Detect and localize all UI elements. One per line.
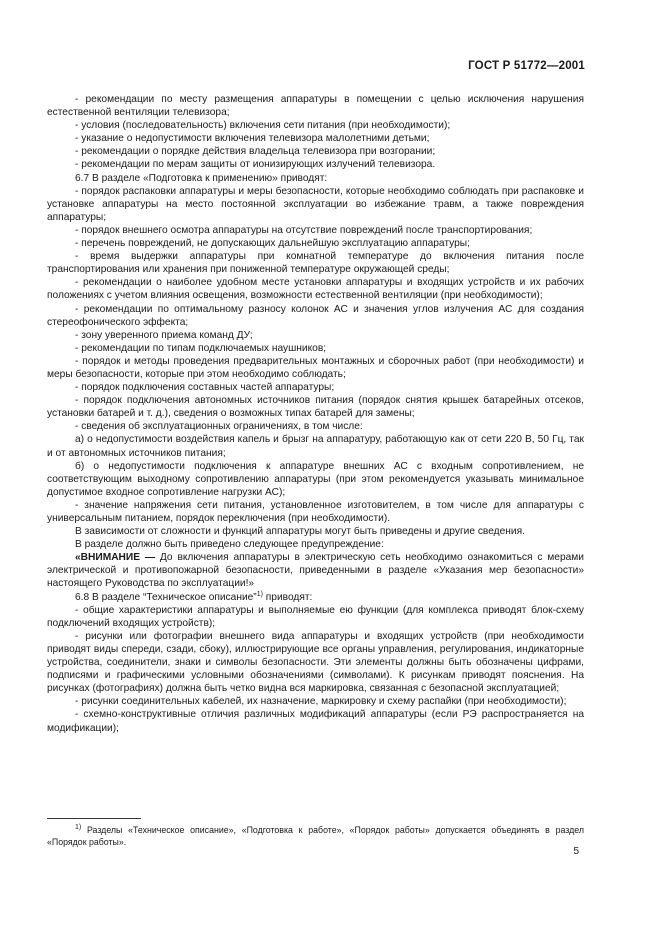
paragraph: б) о недопустимости подключения к аппаратуре внешних АС с входным сопротивлением, не соответствующим выходному сопротивлению аппаратуры (при этом рекомендуется указывать минимальное допустимое входное сопротивление нагрузки АС); [47,460,584,498]
paragraph: - порядок распаковки аппаратуры и меры безопасности, которые необходимо соблюдать при распаковке и установке аппаратуры на место постоянной эксплуатации во избежание травм, а также повреждения аппаратуры; [47,185,584,223]
paragraph: - порядок подключения составных частей аппаратуры; [75,382,335,394]
paragraph: - общие характеристики аппаратуры и выполняемые ею функции (для комплекса приводят блок-схему подключений входящих устройств); [47,604,584,629]
paragraph: - зону уверенного приема команд ДУ; [75,329,253,341]
paragraph: - рекомендации о порядке действия владельца телевизора при возгорании; [75,146,436,158]
page-body-text [47,93,584,735]
paragraph: - рекомендации по мерам защиты от ионизирующих излучений телевизора. [75,159,436,171]
warning-lead: «ВНИМАНИЕ — [75,552,156,564]
section-heading-6-8 [47,591,584,604]
paragraph: - схемно-конструктивные отличия различных модификаций аппаратуры (если РЭ распространяется на модификации); [47,709,584,734]
paragraph: - условия (последовательность) включения сети питания (при необходимости); [75,120,451,132]
footnote-ref[interactable]: 1) [256,590,263,598]
footnote-text [47,824,584,848]
warning-text: До включения аппаратуры в электрическую сеть необходимо ознакомиться с мерами электрической и противопожарной безопасности, приведенными в разделе «Указания мер безопасности» настоящего Руководства по эксплуатации!» [47,552,584,590]
paragraph: - рисунки соединительных кабелей, их назначение, маркировку и схему распайки (при необходимости); [75,696,567,708]
paragraph: - рекомендации по типам подключаемых наушников; [75,342,327,354]
section-heading-text-after: приводят: [262,591,313,603]
paragraph: - сведения об эксплуатационных ограничениях, в том числе: [75,421,363,433]
paragraph: - указание о недопустимости включения телевизора малолетними детьми; [75,133,430,145]
paragraph: - порядок и методы проведения предварительных монтажных и сборочных работ (при необходимости) и меры безопасности, которые при этом необходимо соблюдать; [47,355,584,380]
paragraph: - рекомендации по оптимальному разносу колонок АС и значения углов излучения АС для создания стереофонического эффекта; [47,303,584,328]
page-number: 5 [573,846,579,857]
footnote-divider [47,818,141,819]
paragraph: - время выдержки аппаратуры при комнатной температуре до включения питания после транспортирования или хранения при пониженной температуре окружающей среды; [47,251,584,276]
paragraph: В разделе должно быть приведено следующее предупреждение: [75,539,384,551]
paragraph: - перечень повреждений, не допускающих дальнейшую эксплуатацию аппаратуры; [75,238,470,250]
paragraph: В зависимости от сложности и функций аппаратуры могут быть приведены и другие сведения. [75,526,525,538]
footnote [47,824,584,848]
section-heading-text: 6.8 В разделе “Техническое описание” [75,591,257,603]
warning-paragraph [47,551,584,590]
footnote-marker: 1) [75,824,82,831]
paragraph: а) о недопустимости воздействия капель и брызг на аппаратуру, работающую как от сети 220 В, 50 Гц, так и от автономных источников питания; [47,434,584,459]
paragraph: - значение напряжения сети питания, установленное изготовителем, в том числе для аппаратуры с универсальным питанием, порядок переключения (при необходимости). [47,499,584,524]
paragraph: - рекомендации о наиболее удобном месте установки аппаратуры и входящих устройств и их рабочих положениях с учетом влияния освещения, возможности естественной вентиляции (при необходимости); [47,277,584,302]
section-heading-6-7: 6.7 В разделе «Подготовка к применению» приводят: [75,172,328,184]
paragraph: - порядок подключения автономных источников питания (порядок снятия крышек батарейных отсеков, установки батарей и т. д.), сведения о возможных типах батарей для замены; [47,395,584,420]
paragraph: - порядок внешнего осмотра аппаратуры на отсутствие повреждений после транспортирования; [75,224,533,236]
paragraph: - рисунки или фотографии внешнего вида аппаратуры и входящих устройств (при необходимости приводят виды спереди, сзади, сбоку), иллюстрирующие все органы управления, регулирования, индикаторные устройства, соединители, знаки и символы безопасности. Эти элементы должны быть обозначены цифрами, подписями и графическими условными обозначениями (символами). К рисункам приводят пояснения. На рисунках (фотографиях) должна быть четко видна вся маркировка, связанная с безопасной эксплуатацией; [47,630,584,695]
document-number-header: ГОСТ Р 51772—2001 [468,60,585,72]
footnote-body: Разделы «Техническое описание», «Подготовка к работе», «Порядок работы» допускается объединять в раздел «Порядок работы». [47,825,584,847]
paragraph: - рекомендации по месту размещения аппаратуры в помещении с целью исключения нарушения естественной вентиляции телевизора; [47,94,584,119]
